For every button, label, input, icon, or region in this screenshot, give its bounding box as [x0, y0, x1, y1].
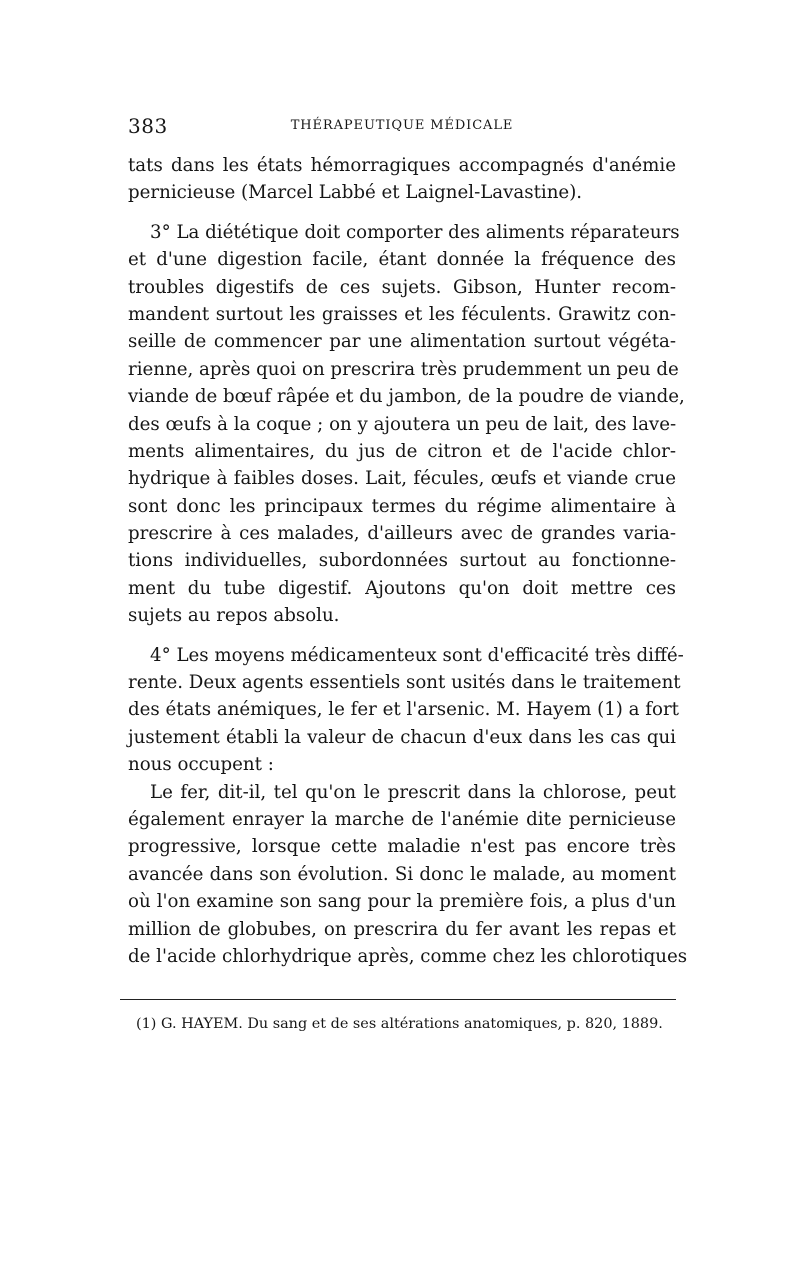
- text-line: de l'acide chlorhydrique après, comme chez les chlorotiques: [128, 945, 688, 967]
- text-line: justement établi la valeur de chacun d'eux dans les cas qui: [128, 726, 676, 748]
- text-line: des œufs à la coque ; on y ajoutera un peu de lait, des lave-: [128, 413, 677, 435]
- text-line: 4° Les moyens médicamenteux sont d'efficacité très diffé-: [150, 644, 684, 666]
- text-line: million de globubes, on prescrira du fer avant les repas et: [128, 918, 676, 940]
- text-line: rienne, après quoi on prescrira très prudemment un peu de: [128, 358, 679, 380]
- text-line: des états anémiques, le fer et l'arsenic. M. Hayem (1) a fort: [128, 699, 679, 721]
- text-line: troubles digestifs de ces sujets. Gibson, Hunter recom-: [128, 276, 676, 298]
- body-text: [128, 152, 688, 970]
- text-line: seille de commencer par une alimentation surtout végéta-: [128, 331, 676, 353]
- text-line: mandent surtout les graisses et les féculents. Grawitz con-: [128, 303, 676, 325]
- text-line: ment du tube digestif. Ajoutons qu'on doit mettre ces: [128, 577, 676, 599]
- text-line: tions individuelles, subordonnées surtout au fonctionne-: [128, 550, 676, 572]
- text-line: sont donc les principaux termes du régime alimentaire à: [128, 495, 676, 517]
- running-head: [128, 112, 676, 142]
- text-line: nous occupent :: [128, 754, 274, 776]
- text-line: tats dans les états hémorragiques accompagnés d'anémie: [128, 155, 676, 176]
- running-title: THÉRAPEUTIQUE MÉDICALE: [290, 118, 514, 133]
- footnote-divider: [120, 999, 676, 1000]
- text-line: avancée dans son évolution. Si donc le malade, au moment: [128, 863, 676, 885]
- text-line: 3° La diététique doit comporter des aliments réparateurs: [150, 221, 680, 243]
- page-number: 383: [128, 114, 168, 138]
- text-line: Le fer, dit-il, tel qu'on le prescrit dans la chlorose, peut: [150, 781, 676, 803]
- text-line: rente. Deux agents essentiels sont usités dans le traitement: [128, 672, 681, 694]
- text-line: ments alimentaires, du jus de citron et de l'acide chlor-: [128, 440, 676, 462]
- text-line: où l'on examine son sang pour la première fois, a plus d'un: [128, 891, 676, 913]
- footnote: (1) G. HAYEM. Du sang et de ses altérations anatomiques, p. 820, 1889.: [136, 1016, 663, 1032]
- text-line: pernicieuse (Marcel Labbé et Laignel-Lavastine).: [128, 182, 583, 204]
- text-line: progressive, lorsque cette maladie n'est pas encore très: [128, 836, 676, 858]
- text-line: également enrayer la marche de l'anémie dite pernicieuse: [128, 808, 676, 830]
- text-line: viande de bœuf râpée et du jambon, de la poudre de viande,: [128, 386, 685, 408]
- text-line: et d'une digestion facile, étant donnée la fréquence des: [128, 249, 676, 271]
- text-line: prescrire à ces malades, d'ailleurs avec de grandes varia-: [128, 523, 676, 545]
- text-line: hydrique à faibles doses. Lait, fécules, œufs et viande crue: [128, 468, 676, 490]
- text-line: sujets au repos absolu.: [128, 605, 340, 627]
